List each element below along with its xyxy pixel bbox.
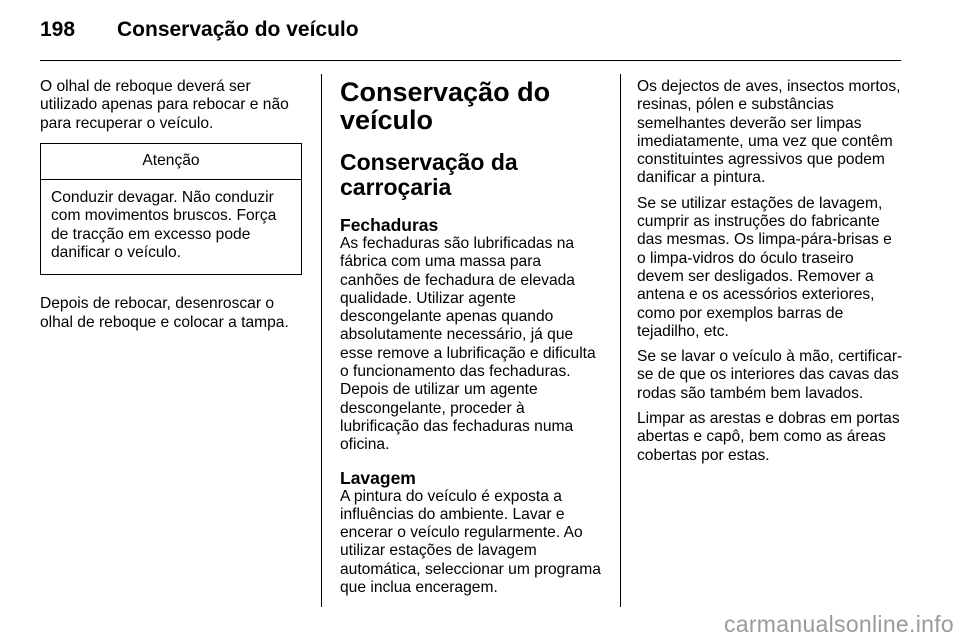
towing-eye-intro: O olhal de reboque deverá ser utilizado apenas para rebocar e não para recuperar o veículo. (40, 78, 289, 132)
column-divider-right (620, 74, 621, 607)
paragraph-bird-droppings: Os dejectos de aves, insectos mortos, resinas, pólen e substâncias semelhantes deverão ser limpas imediatamente, uma vez que contêm constituintes agressivos que podem danificar a pintura. (637, 78, 901, 187)
section-subheading: Conservação da carroçaria (340, 149, 518, 200)
watermark: carmanualsonline.info (723, 611, 954, 637)
column-3 (637, 78, 903, 465)
column-1 (40, 78, 302, 332)
page-number: 198 (40, 18, 76, 41)
warning-title: Atenção (41, 144, 301, 180)
column-2 (340, 78, 604, 597)
paragraph-car-wash: Se se utilizar estações de lavagem, cumprir as instruções do fabricante das mesmas. Os limpa-pára-brisas e o limpa-vidros do óculo traseiro devem ser desligados. Remover a antena e os acessórios exteriores, como por exemplos barras de tejadilho, etc. (637, 194, 892, 340)
washing-heading: Lavagem (340, 467, 416, 488)
paragraph-edges: Limpar as arestas e dobras em portas abertas e capô, bem como as áreas cobertas por estas. (637, 410, 900, 464)
paragraph-hand-wash: Se se lavar o veículo à mão, certificar-se de que os interiores das cavas das rodas são também bem lavados. (637, 348, 903, 402)
warning-text: Conduzir devagar. Não conduzir com movimentos bruscos. Força de tracção em excesso pode danificar o veículo. (51, 189, 277, 262)
locks-text: As fechaduras são lubrificadas na fábrica com uma massa para canhões de fechadura de elevada qualidade. Utilizar agente descongelante apenas quando absolutamente necessário, já que esse remove a lubrificação e dificulta o funcionamento das fechaduras. Depois de utilizar um agente descongelante, proceder à lubrificação das fechaduras numa oficina. (340, 235, 596, 454)
section-heading: Conservação do veículo (340, 77, 551, 135)
page-header-title: Conservação do veículo (117, 18, 359, 41)
warning-box (40, 143, 302, 275)
locks-heading: Fechaduras (340, 215, 439, 235)
washing-text: A pintura do veículo é exposta a influências do ambiente. Lavar e encerar o veículo regularmente. Ao utilizar estações de lavagem automática, seleccionar um programa que inclua enceragem. (340, 487, 601, 597)
after-towing-text: Depois de rebocar, desenroscar o olhal de reboque e colocar a tampa. (40, 295, 289, 331)
column-divider-left (321, 74, 322, 607)
header-rule (40, 60, 901, 61)
